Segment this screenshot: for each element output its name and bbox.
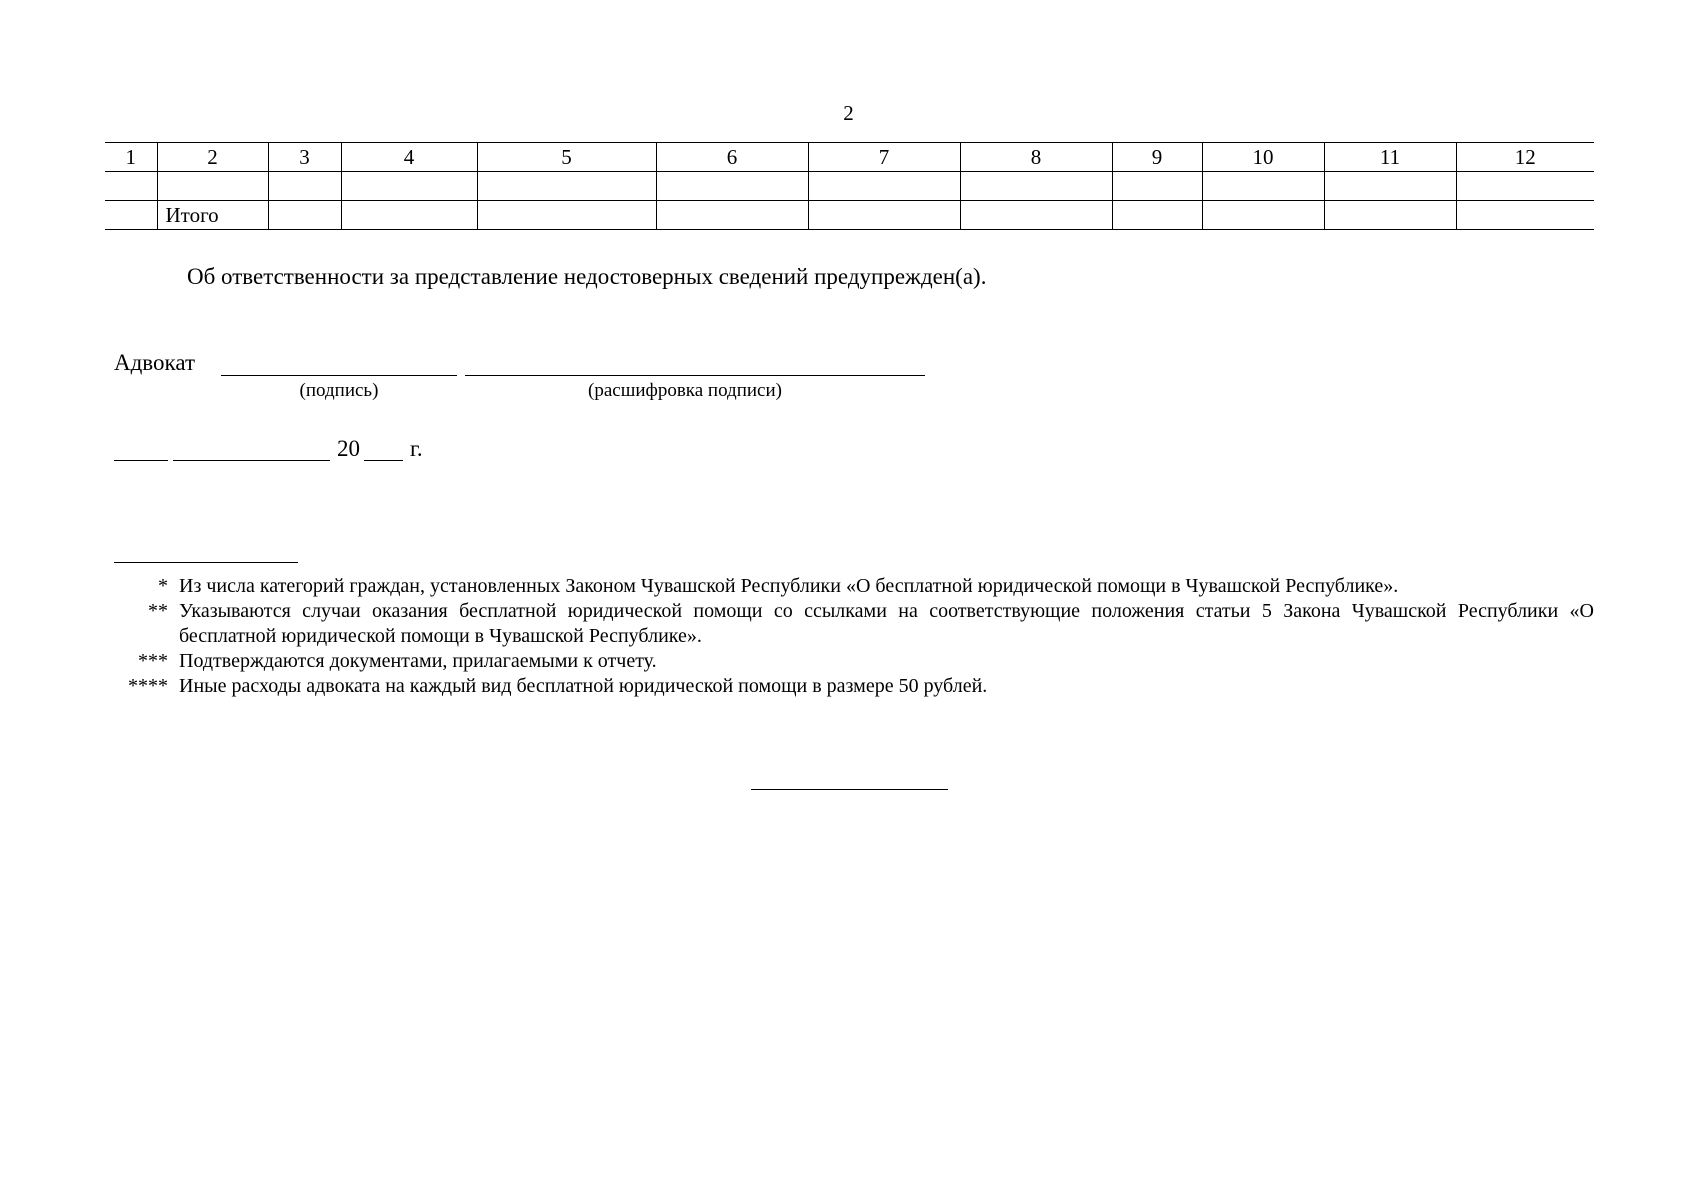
advocate-label: Адвокат [114, 350, 196, 375]
table-cell [960, 201, 1112, 230]
footnote-item [114, 649, 1594, 674]
table-cell [808, 172, 960, 201]
table-cell [1324, 201, 1456, 230]
footnote-item [114, 599, 1594, 649]
table-cell [808, 201, 960, 230]
column-number: 11 [1324, 143, 1456, 172]
column-number: 2 [157, 143, 268, 172]
table-cell [1324, 172, 1456, 201]
table-cell [656, 201, 808, 230]
column-number: 8 [960, 143, 1112, 172]
table-header-row [105, 143, 1594, 172]
table-cell [268, 201, 341, 230]
report-table [105, 142, 1594, 230]
column-number: 4 [341, 143, 477, 172]
table-cell [1112, 201, 1202, 230]
table-cell [105, 201, 157, 230]
table-cell [157, 172, 268, 201]
footnote-text: Указываются случаи оказания бесплатной юридической помощи со ссылками на соответствующие положения статьи 5 Закона Чувашской Республики «О бесплатной юридической помощи в Чувашской Республике». [179, 600, 1594, 647]
footnote-item [114, 674, 1594, 699]
column-number: 5 [477, 143, 656, 172]
table-cell [960, 172, 1112, 201]
table-cell [1456, 172, 1594, 201]
footnote-text: Иные расходы адвоката на каждый вид бесплатной юридической помощи в размере 50 рублей. [179, 675, 988, 697]
page-number: 2 [843, 101, 854, 125]
footnote-divider [114, 562, 298, 563]
date-day-line[interactable] [114, 460, 168, 461]
footnote-mark: **** [128, 675, 168, 697]
table-cell [341, 172, 477, 201]
table-cell [341, 201, 477, 230]
table-cell [656, 172, 808, 201]
table-cell [477, 172, 656, 201]
table-row [105, 172, 1594, 201]
footnote-text: Из числа категорий граждан, установленных Законом Чувашской Республики «О бесплатной юридической помощи в Чувашской Республике». [179, 575, 1399, 597]
date-year-suffix: г. [410, 436, 423, 461]
footnote-mark: *** [138, 650, 168, 672]
total-label: Итого [157, 201, 268, 230]
footnote-mark: * [158, 575, 168, 597]
footnote-text: Подтверждаются документами, прилагаемыми к отчету. [179, 650, 657, 672]
column-number: 12 [1456, 143, 1594, 172]
column-number: 1 [105, 143, 157, 172]
column-number: 6 [656, 143, 808, 172]
table-cell [1456, 201, 1594, 230]
date-month-line[interactable] [173, 460, 330, 461]
table-cell [1202, 172, 1324, 201]
signature-line[interactable] [221, 375, 457, 376]
signature-decoding-line[interactable] [465, 375, 925, 376]
table-cell [105, 172, 157, 201]
footnote-mark: ** [148, 600, 168, 622]
total-row [105, 201, 1594, 230]
date-year-line[interactable] [364, 460, 403, 461]
signature-caption: (подпись) [299, 380, 379, 401]
column-number: 7 [808, 143, 960, 172]
liability-warning: Об ответственности за представление недостоверных сведений предупрежден(а). [187, 264, 987, 289]
footnote-item [114, 574, 1594, 599]
signature-decoding-caption: (расшифровка подписи) [588, 380, 782, 401]
date-year-prefix: 20 [337, 436, 360, 461]
table-cell [1202, 201, 1324, 230]
table-cell [268, 172, 341, 201]
column-number: 10 [1202, 143, 1324, 172]
column-number: 3 [268, 143, 341, 172]
column-number: 9 [1112, 143, 1202, 172]
document-end-line [751, 789, 948, 790]
table-cell [1112, 172, 1202, 201]
table-cell [477, 201, 656, 230]
